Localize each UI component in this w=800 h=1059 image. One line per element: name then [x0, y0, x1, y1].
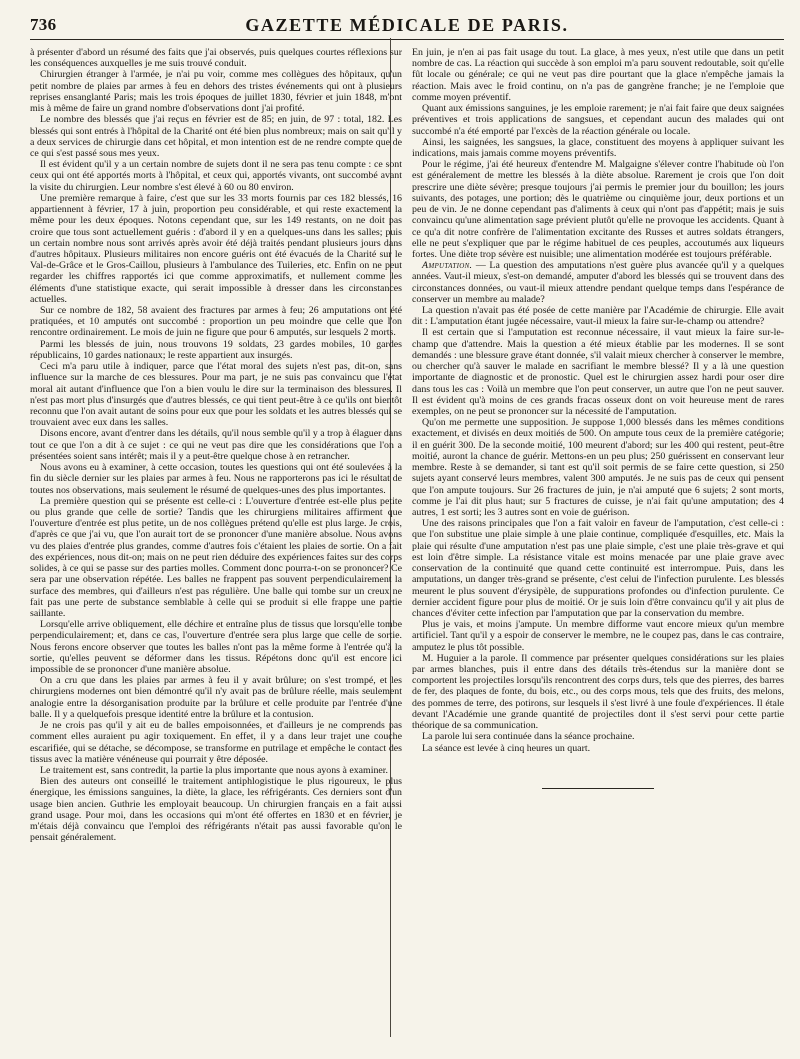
- article-end-rule: [542, 788, 654, 789]
- article-paragraph: Quant aux émissions sanguines, je les emploie rarement; je n'ai fait faire que deux saignées préventives et trois applications de sangsues, et cependant aucun des malades qui ont succombé n'a été emporté par l'excès de la réaction générale ou locale.: [412, 103, 784, 137]
- article-paragraph: La séance est levée à cinq heures un quart.: [422, 742, 591, 754]
- article-columns: [30, 47, 784, 844]
- article-paragraph: à présenter d'abord un résumé des faits que j'ai observés, puis quelques courtes réflexions sur les conséquences auxquelles je me suis trouvé conduit.: [30, 47, 402, 70]
- page-header: [30, 8, 784, 40]
- article-paragraph: Il est certain que si l'amputation est reconnue nécessaire, il vaut mieux la faire sur-le-champ que d'attendre. Mais la question a été mieux établie par les modernes. Il se sont demandés : une blessure grave étant donnée, s'il valait mieux chercher à conserver le membre, ou chercher qu'à sauver le malade en sacrifiant le membre blessé? Il y a là une question importante de diagnostic et de pronostic. Quel est le chirurgien assez hardi pour oser dire dans tous les cas : Voilà un membre que l'on peut conserver, un autre que l'on ne peut sauver. Il est évident qu'à moins de ces grands fracas osseux dont on voit heureuse ment de rares exemples, on ne peut se prononcer sur la nécessité de l'amputation.: [412, 327, 784, 417]
- article-paragraph: Lorsqu'elle arrive obliquement, elle déchire et entraîne plus de tissus que lorsqu'elle tombe perpendiculairement; et, dans ce cas, l'ouverture d'entrée sera plus large que celle de sortie. Nous ferons encore observer que toutes les balles n'ont pas la même forme à l'entrée qu'à la sortie, qu'elles peuvent se déformer dans les tissus. Répétons donc qu'il est encore ici impossible de se prononcer d'une manière absolue.: [30, 619, 402, 676]
- article-paragraph: On a cru que dans les plaies par armes à feu il y avait brûlure; on s'est trompé, et les chirurgiens modernes ont bien démontré qu'il n'y avait pas de brûlure réelle, mais seulement analogie entre la désorganisation produite par la brûlure et celle produite par l'entrée d'une balle. Il y a quelquefois presque identité entre la brûlure et la contusion.: [30, 675, 402, 720]
- article-paragraph: Le nombre des blessés que j'ai reçus en février est de 85; en juin, de 97 : total, 182. Les blessés qui sont entrés à l'hôpital de la Charité ont été bien plus nombreux; mais on sait qu'il y a deux services de chirurgie dans cet hôpital, et mon intention est de ne rendre compte que de ce qui s'est passé sous mes yeux.: [30, 114, 402, 159]
- article-paragraph: Une première remarque à faire, c'est que sur les 33 morts fournis par ces 182 blessés, 16 appartiennent à février, 17 à juin, proportion peu considérable, et qui reste exactement la même pour les deux époques. Notons cependant que, sur les 149 restants, on ne doit pas croire que tous sont actuellement guéris : d'abord il y en a quelques-uns dans les salles; puis un certain nombre nous sont arrivés après avoir été déjà traités pendant plusieurs jours dans d'autres hôpitaux. Plusieurs militaires non encore guéris ont été évacués de la Charité sur le Val-de-Grâce et le Gros-Caillou, plusieurs à l'ambulance des Tuileries, etc. Enfin on ne peut regarder les chiffres rapportés ici que comme approximatifs, et nullement comme les éléments d'une statistique exacte, qui serait impossible à dresser dans les circonstances actuelles.: [30, 192, 402, 305]
- right-column-text: [412, 47, 784, 754]
- left-column: [30, 47, 402, 844]
- article-paragraph: Le traitement est, sans contredit, la partie la plus importante que nous ayons à examiner.: [40, 765, 388, 776]
- article-paragraph: Ainsi, les saignées, les sangsues, la glace, constituent des moyens à appliquer suivant les indications, mais jamais comme moyens préventifs.: [412, 136, 784, 159]
- article-paragraph: Il est évident qu'il y a un certain nombre de sujets dont il ne sera pas tenu compte : ce sont ceux qui ont été apportés morts à l'hôpital, et ceux qui, apportés vivants, ont succombé avant la visite du chirurgien. Leur nombre s'est élevé à 60 ou 80 environ.: [30, 159, 402, 193]
- page-number: 736: [30, 15, 57, 34]
- article-paragraph: Ceci m'a paru utile à indiquer, parce que l'état moral des sujets n'est pas, dit-on, sans influence sur la marche de ces blessures. Pour ma part, je ne suis pas convaincu que l'état moral ait autant d'influence que l'on a bien voulu le dire sur la terminaison des blessures. Il n'est pas mort plus d'insurgés que d'autres blessés, ce qui tient peut-être à ce qu'ils ont bientôt reconnu que l'on avait autant de soins pour eux que pour les soldats et les autres blessés qui se trouvaient avec eux dans les salles.: [30, 361, 402, 429]
- article-paragraph: Chirurgien étranger à l'armée, je n'ai pu voir, comme mes collègues des hôpitaux, qu'un petit nombre de plaies par armes à feu en dehors des tristes événements qui ont à plusieurs reprises ensanglanté Paris; mais les trois époques de juillet 1830, février et juin 1848, m'ont mis à même de faire un grand nombre d'observations dont j'ai profité.: [30, 69, 402, 115]
- article-paragraph: Une des raisons principales que l'on a fait valoir en faveur de l'amputation, c'est celle-ci : que l'on substitue une plaie simple à une plaie continue, compliquée d'esquilles, etc. Mais la plaie qui résulte d'une amputation n'est pas une plaie simple, c'est une plaie très-grave et qui est loin d'être simple. La résistance vitale est moins menacée par une plaie grave avec conservation de la continuité que quand cette continuité est interrompue. Puis, dans les amputations, un danger très-grand se présente, c'est celui de l'infection purulente. Les blessés meurent le plus souvent d'érysipèle, de suppurations profondes ou d'infection purulente. Ce dernier accident figure pour plus de moitié. Or je suis loin d'être convaincu qu'il y ait plus de chances d'éviter cette infection par l'amputation que par la conservation du membre.: [412, 518, 784, 619]
- article-paragraph: Amputation. — La question des amputations n'est guère plus avancée qu'il y a quelques années. Vaut-il mieux, s'est-on demandé, amputer d'abord les blessés qui se trouvent dans des circonstances données, ou vaut-il mieux attendre pendant quelque temps dans l'espérance de conserver un membre au malade?: [412, 260, 784, 305]
- paragraph-lead: Amputation.: [422, 260, 473, 272]
- article-paragraph: Je ne crois pas qu'il y ait eu de balles empoisonnées, et d'ailleurs je ne comprends pas comment elles auraient pu agir toxiquement. En effet, il y a dans leur trajet une couche escarifiée, qui se détache, se décompose, se transforme en putrilage et empêche le contact des tissus avec la matière vénéneuse qui pourrait y être déposée.: [30, 720, 402, 765]
- article-paragraph: Plus je vais, et moins j'ampute. Un membre difforme vaut encore mieux qu'un membre artificiel. Tant qu'il y a espoir de conserver le membre, ne le coupez pas, dans le cas contraire, amputez le plus tôt possible.: [412, 619, 784, 653]
- article-paragraph: La première question qui se présente est celle-ci : L'ouverture d'entrée est-elle plus petite ou plus grande que celle de sortie? Tandis que les chirurgiens militaires affirment que l'ouverture d'entrée est plus petite, un de nos collègues prétend qu'elle est plus large. Je crois, d'après ce que j'ai vu, que l'on aurait tort de se prononcer d'une manière absolue. Nous avons vu des plaies d'entrée plus grandes, comme d'autres fois c'étaient les plaies de sortie. On a fait des expériences, nous dit-on; mais on ne peut rien déduire des expériences faites sur des corps solides, à ce qui se passe sur des parties molles. Comment donc pourra-t-on se prononcer? Ce sera par une observation répétée. Les balles ne frappent pas souvent perpendiculairement la surface des membres, qui d'ailleurs n'est pas régulière. Une balle qui tombe sur un creux ne fait pas une perte de substance semblable à celle qui se produit si elle frappe une partie saillante.: [30, 495, 402, 619]
- article-paragraph: La parole lui sera continuée dans la séance prochaine.: [422, 731, 635, 743]
- paragraph-lead: M. Huguier: [422, 652, 469, 664]
- article-paragraph: En juin, je n'en ai pas fait usage du tout. La glace, à mes yeux, n'est utile que dans un petit nombre de cas. La réaction qui succède à son emploi m'a paru souvent redoutable, soit qu'elle fût locale ou générale; ce qui ne veut pas dire pourtant que la glace n'empêche jamais la réaction. Mais avec le froid continu, on n'a pas de gangrène franche; je ne l'emploie que comme moyen préventif.: [412, 47, 784, 103]
- article-paragraph: Bien des auteurs ont conseillé le traitement antiphlogistique le plus rigoureux, le plus énergique, les émissions sanguines, la diète, la glace, les réfrigérants. Ces derniers sont d'un usage bien ancien. Guthrie les employait beaucoup. Un chirurgien français en a fait aussi grand usage. Pour moi, dans les occasions qui m'ont été offertes en 1830 et en février, je m'étais déjà convaincu que l'emploi des réfrigérants n'était pas aussi favorable qu'on le pensait généralement.: [30, 776, 402, 844]
- right-column: [412, 47, 784, 844]
- article-paragraph: Parmi les blessés de juin, nous trouvons 19 soldats, 23 gardes mobiles, 10 gardes républicains, 10 gardes nationaux; le reste appartient aux insurgés.: [30, 338, 402, 361]
- article-paragraph: M. Huguier a la parole. Il commence par présenter quelques considérations sur les plaies par armes blanches, puis il entre dans des détails très-étendus sur la manière dont se comportent les projectiles lorsqu'ils rencontrent des corps durs, tels que des pierres, des barres de fer, des plaques de fonte, du bois, etc., ou des corps mous, tels que des fruits, des melons, des pommes de terre, des potirons, sur lesquels il s'est livré à une foule d'expériences. Il étale devant l'Académie une grande quantité de projectiles dont il s'est servi pour cette partie théorique de sa communication.: [412, 652, 785, 732]
- article-paragraph: Qu'on me permette une supposition. Je suppose 1,000 blessés dans les mêmes conditions exactement, et divisés en deux moitiés de 500. On ampute tous ceux de la première catégorie; il en guérit 300. De la seconde moitié, 100 meurent d'abord; sur les 400 qui restent, peut-être moitié, auront la chance de guérir. Mettons-en un peu plus; 250 guérissent en conservant leur membre. Reste à se demander, si tant est qu'il soit permis de se faire cette question, si 250 sujets ayant conservé leurs membres, valent 300 amputés. Je ne suis pas de ceux qui pensent que l'on ampute toujours. Sur 26 fractures de juin, je n'ai amputé que 6 sujets; 2 sont morts, comme je l'ai dit plus haut; sur 5 fractures de cuisse, je n'ai fait qu'une amputation; des 4 autres, 1 est sorti; les 3 autres sont en voie de guérison.: [412, 417, 784, 518]
- article-paragraph: Nous avons eu à examiner, à cette occasion, toutes les questions qui ont été soulevées à la fin du siècle dernier sur les plaies par armes à feu. Nous ne rapporterons pas ici le résultat de toutes nos observations, mais seulement le résumé de quelques-unes des plus importantes.: [30, 462, 402, 496]
- article-paragraph: Pour le régime, j'ai été heureux d'entendre M. Malgaigne s'élever contre l'habitude où l'on est généralement de mettre les blessés à la diète absolue. Rarement je crois que l'on doit prescrire une diète sévère; presque toujours j'ai permis le premier jour du bouillon; les jours suivants, des potages, une portion; dès le quatrième ou cinquième jour, deux portions et un peu de vin. Je ne donne cependant pas d'aliments à ceux qui n'ont pas d'appétit; mais je suis convaincu qu'une alimentation sage prévient plutôt qu'elle ne provoque les accidents. Quant à ce qu'a dit notre confrère de l'alimentation excitante des Russes et autres soldats étrangers, elle ne peut s'expliquer que par le régime habituel de ces peuples, accoutumés aux liqueurs fortes. Une diète trop sévère est nuisible; une alimentation modérée est toujours préférable.: [412, 159, 784, 260]
- article-paragraph: La question n'avait pas été posée de cette manière par l'Académie de chirurgie. Elle avait dit : L'amputation étant jugée nécessaire, vaut-il mieux la faire sur-le-champ ou attendre?: [412, 305, 784, 328]
- article-paragraph: Disons encore, avant d'entrer dans les détails, qu'il nous semble qu'il y a trop à élaguer dans tout ce que l'on a dit à ce sujet : ce qui ne veut pas dire que les considérations que l'on a présentées soient sans intérêt; mais il y a peut-être quelque chose à en retrancher.: [30, 428, 402, 462]
- article-paragraph: Sur ce nombre de 182, 58 avaient des fractures par armes à feu; 26 amputations ont été pratiquées, et 10 amputés ont succombé : proportion un peu moindre que celle que l'on rencontre ordinairement. Le mois de juin ne figure que pour 6 amputés, sur lesquels 2 morts.: [30, 305, 402, 339]
- journal-title: GAZETTE MÉDICALE DE PARIS.: [245, 15, 569, 35]
